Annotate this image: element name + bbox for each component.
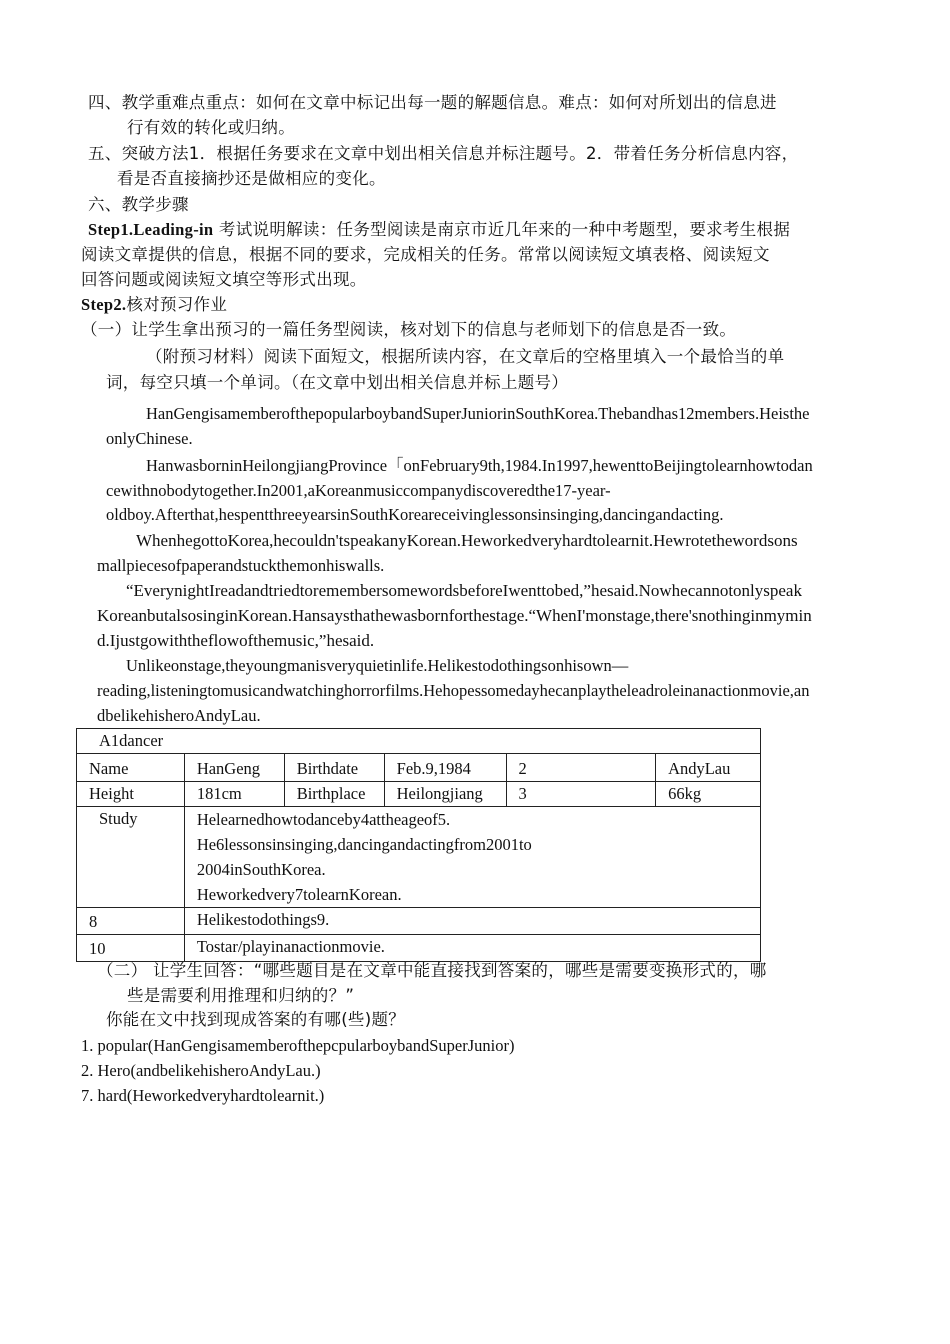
study-cell [184, 807, 760, 908]
step2-part1: （一）让学生拿出预习的一篇任务型阅读，核对划下的信息与老师划下的信息是否一致。 [81, 320, 737, 339]
section5-line2: 看是否直接摘抄还是做相应的变化。 [117, 169, 386, 188]
passage-p4-line2: KoreanbutalsosinginKorean.Hansaysthathewasbornforthestage.“WhenI'monstage,there'snothinginmymin [97, 606, 812, 625]
table-cell: 3 [506, 782, 656, 807]
study-line: Helearnedhowtodanceby4attheageof5. [196, 810, 451, 829]
answer-item: 2. Hero(andbelikehisheroAndyLau.) [81, 1061, 321, 1080]
table-cell: 8 [77, 908, 185, 935]
table-cell: HanGeng [184, 754, 284, 782]
passage-p3-line2: mallpiecesofpaperandstuckthemonhiswalls. [97, 556, 385, 575]
section4-line2: 行有效的转化或归纳。 [127, 118, 295, 137]
passage-p3-line1: WhenhegottoKorea,hecouldn'tspeakanyKorean.Heworkedveryhardtolearnit.Hewrotethewordsons [136, 531, 798, 550]
table-cell: Birthplace [284, 782, 384, 807]
table-row [77, 908, 761, 935]
passage-p2-line2: cewithnobodytogether.In2001,aKoreanmusiccompanydiscoveredthe17-year- [106, 481, 611, 500]
step2-label: Step2. [81, 295, 127, 314]
table-cell: Heilongjiang [384, 782, 506, 807]
material-line1: （附预习材料）阅读下面短文，根据所读内容，在文章后的空格里填入一个最恰当的单 [146, 347, 785, 366]
part2-line1: （二） 让学生回答：“哪些题目是在文章中能直接找到答案的，哪些是需要变换形式的，哪 [97, 961, 767, 980]
info-table [76, 728, 761, 962]
table-cell: Feb.9,1984 [384, 754, 506, 782]
table-cell: 2 [506, 754, 656, 782]
answer-item: 1. popular(HanGengisamemberofthepcpularboybandSuperJunior) [81, 1036, 515, 1055]
table-cell: 181cm [184, 782, 284, 807]
passage-p4-line3: d.Ijustgowiththeflowofthemusic,”hesaid. [97, 631, 375, 650]
step2-heading [81, 294, 227, 316]
part2-question: 你能在文中找到现成答案的有哪(些)题？ [106, 1010, 406, 1029]
part2-line2: 些是需要利用推理和归纳的？” [127, 986, 355, 1005]
study-line: 2004inSouthKorea. [196, 860, 326, 879]
passage-p5-line3: dbelikehisheroAndyLau. [97, 706, 261, 725]
table-title: A1dancer [77, 729, 761, 754]
step2-title: 核对预习作业 [126, 295, 228, 314]
section5-line1: 五、突破方法1．根据任务要求在文章中划出相关信息并标注题号。2．带着任务分析信息内容， [88, 144, 799, 163]
passage-p2-line1: HanwasborninHeilongjiangProvince「onFebruary9th,1984.In1997,hewenttoBeijingtolearnhowtodan [146, 456, 813, 475]
section6-heading: 六、教学步骤 [88, 195, 189, 214]
study-line: Heworkedvery7tolearnKorean. [196, 885, 402, 904]
step1-text: 考试说明解读：任务型阅读是南京市近几年来的一种中考题型，要求考生根据 [213, 220, 791, 239]
passage-p5-line2: reading,listeningtomusicandwatchinghorrorfilms.Hehopessomedayhecanplaytheleadroleinanactionmovie,an [97, 681, 810, 700]
material-line2: 词，每空只填一个单词。（在文章中划出相关信息并标上题号） [106, 373, 569, 392]
table-row [77, 935, 761, 962]
step1-line1 [88, 219, 790, 241]
step1-label: Step1.Leading-in [88, 220, 214, 239]
study-label: Study [77, 807, 185, 908]
table-cell: 10 [77, 935, 185, 962]
table-row [77, 754, 761, 782]
passage-p5-line1: Unlikeonstage,theyoungmanisveryquietinlife.Helikestodothingsonhisown— [126, 656, 629, 675]
table-cell: Height [77, 782, 185, 807]
table-cell: Name [77, 754, 185, 782]
step1-line2: 阅读文章提供的信息，根据不同的要求，完成相关的任务。常常以阅读短文填表格、阅读短文 [81, 245, 770, 264]
study-line: He6lessonsinsinging,dancingandactingfrom2001to [196, 835, 532, 854]
passage-p4-line1: “EverynightIreadandtriedtoremembersomewordsbeforeIwenttobed,”hesaid.Nowhecannotonlyspeak [126, 581, 802, 600]
table-row [77, 782, 761, 807]
passage-p1-line2: onlyChinese. [106, 429, 193, 448]
section4-line1: 四、教学重难点重点：如何在文章中标记出每一题的解题信息。难点：如何对所划出的信息进 [88, 93, 777, 112]
answer-item: 7. hard(Heworkedveryhardtolearnit.) [81, 1086, 325, 1105]
passage-p2-line3: oldboy.Afterthat,hespentthreeyearsinSouthKoreareceivinglessonsinsinging,dancingandacting. [106, 505, 724, 524]
step1-line3: 回答问题或阅读短文填空等形式出现。 [81, 270, 367, 289]
passage-p1-line1: HanGengisamemberofthepopularboybandSuperJuniorinSouthKorea.Thebandhas12members.Heisthe [146, 404, 810, 423]
table-cell: Helikestodothings9. [184, 908, 760, 935]
table-cell: Tostar/playinanactionmovie. [184, 935, 760, 962]
table-cell: AndyLau [656, 754, 761, 782]
table-row [77, 807, 761, 908]
table-cell: 66kg [656, 782, 761, 807]
table-cell: Birthdate [284, 754, 384, 782]
